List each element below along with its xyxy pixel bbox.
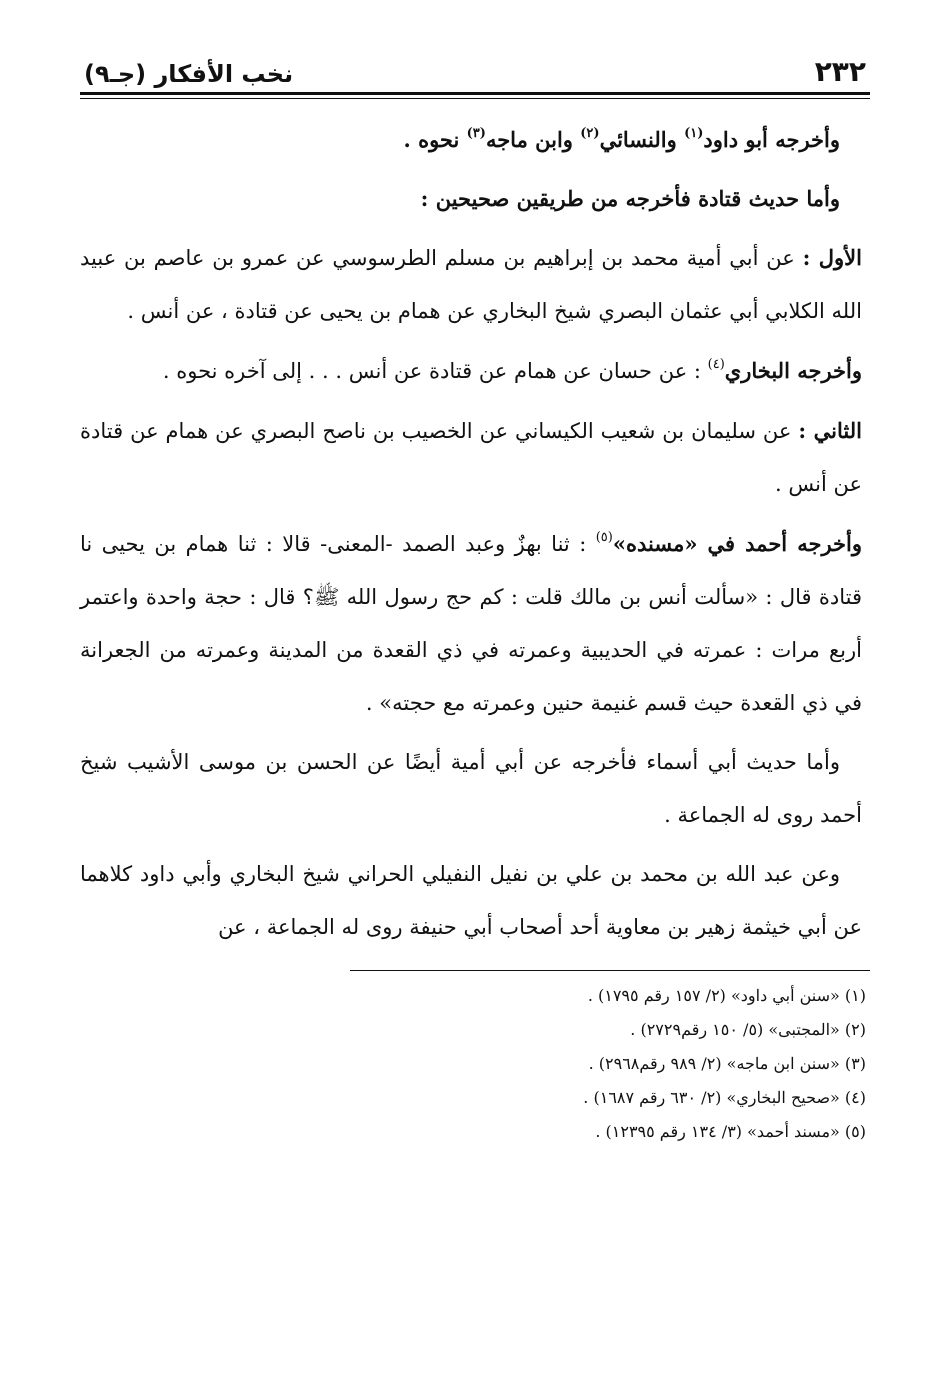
footnote-ref-5: (٥): [595, 530, 613, 545]
footnote-5: (٥) «مسند أحمد» (٣/ ١٣٤ رقم ١٢٣٩٥) .: [595, 1122, 866, 1141]
paragraph-4-lead: وأخرجه البخاري: [724, 358, 862, 383]
header-rule-thin: [80, 98, 870, 99]
footnote-4: (٤) «صحيح البخاري» (٢/ ٦٣٠ رقم ١٦٨٧) .: [583, 1088, 866, 1107]
paragraph-1-part3: وابن ماجه: [485, 127, 581, 152]
book-title: نخب الأفكار (جـ٩): [84, 60, 294, 88]
paragraph-8: وعن عبد الله بن محمد بن علي بن نفيل النفيلي الحراني شيخ البخاري وأبي داود كلاهما عن أبي خيثمة زهير بن معاوية أحد أصحاب أبي حنيفة روى له الجماعة ، عن: [80, 862, 862, 939]
footnote-ref-3: (٣): [466, 126, 486, 141]
running-header: [80, 40, 870, 90]
paragraph-3-lead: الأول :: [802, 245, 862, 270]
paragraph-6-text: : ثنا بهزٌ وعبد الصمد -المعنى- قالا : ثنا همام بن يحيى نا قتادة قال : «سألت أنس بن مالك قلت : كم حج رسول الله ﷺ؟ قال : حجة واحدة واعتمر أربع مرات : عمرته في الحديبية وعمرته في ذي القعدة من المدينة وعمرته من الجعرانة في ذي القعدة حيث قسم غنيمة حنين وعمرته مع حجته» .: [80, 532, 862, 715]
footnote-2: (٢) «المجتبى» (٥/ ١٥٠ رقم٢٧٢٩) .: [630, 1020, 866, 1039]
paragraph-5: [80, 404, 870, 511]
paragraph-4-text: : عن حسان عن همام عن قتادة عن أنس . . . إلى آخره نحوه .: [162, 359, 708, 383]
paragraph-4: [80, 344, 870, 398]
footnote-separator: [350, 970, 870, 971]
paragraph-1-tail: نحوه .: [403, 127, 467, 152]
paragraph-3-text: عن أبي أمية محمد بن إبراهيم بن مسلم الطرسوسي عن عمرو بن عاصم بن عبيد الله الكلابي أبي عثمان البصري شيخ البخاري عن همام بن يحيى عن قتادة ، عن أنس .: [80, 246, 862, 323]
footnote-ref-1: (١): [684, 126, 704, 141]
paragraph-5-text: عن سليمان بن شعيب الكيساني عن الخصيب بن ناصح البصري عن همام عن قتادة عن أنس .: [80, 419, 862, 496]
footnote-3: (٣) «سنن ابن ماجه» (٢/ ٩٨٩ رقم٢٩٦٨) .: [588, 1054, 866, 1073]
paragraph-2: وأما حديث قتادة فأخرجه من طريقين صحيحين :: [420, 186, 840, 211]
paragraph-3: [80, 231, 870, 338]
book-page: [80, 40, 870, 1149]
paragraph-7: وأما حديث أبي أسماء فأخرجه عن أبي أمية أيضًا عن الحسن بن موسى الأشيب شيخ أحمد روى له الجماعة .: [80, 750, 862, 827]
main-text: [80, 113, 870, 954]
header-rule-thick: [80, 92, 870, 95]
footnote-ref-2: (٢): [580, 126, 600, 141]
footnote-ref-4: (٤): [707, 357, 725, 372]
paragraph-1-lead: وأخرجه أبو داود: [703, 127, 840, 152]
paragraph-5-lead: الثاني :: [798, 418, 862, 443]
paragraph-6-lead: وأخرجه أحمد في «مسنده»: [612, 531, 862, 556]
paragraph-6: [80, 517, 870, 730]
page-number: ٢٣٢: [814, 55, 866, 88]
paragraph-1: [80, 113, 870, 166]
paragraph-1-part2: والنسائي: [599, 127, 685, 152]
footnotes: [80, 979, 870, 1149]
footnote-1: (١) «سنن أبي داود» (٢/ ١٥٧ رقم ١٧٩٥) .: [587, 986, 866, 1005]
